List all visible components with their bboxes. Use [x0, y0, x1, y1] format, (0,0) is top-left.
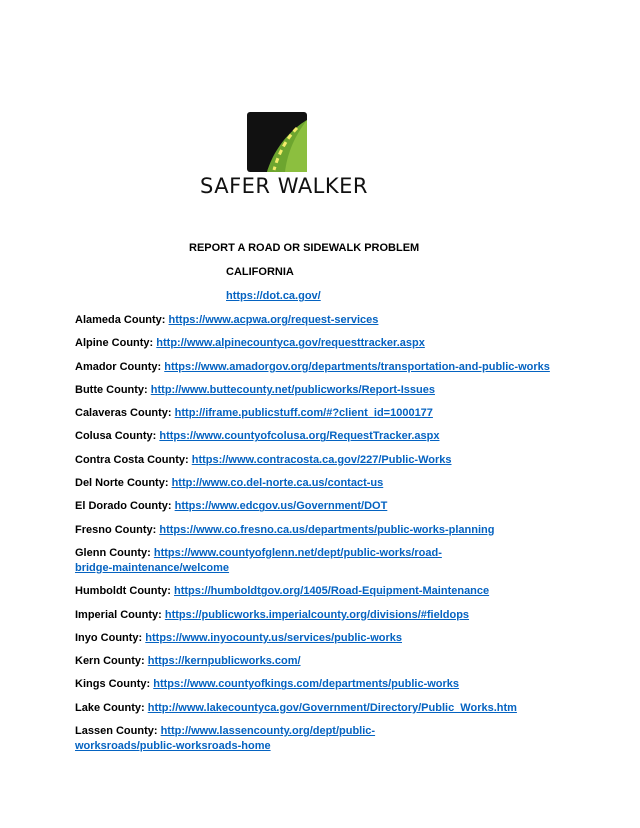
county-list	[75, 313, 575, 762]
county-entry	[75, 584, 575, 599]
county-link[interactable]: http://www.buttecounty.net/publicworks/Report-Issues	[150, 383, 435, 396]
county-link[interactable]: http://www.lakecountyca.gov/Government/Directory/Public_Works.htm	[147, 701, 517, 714]
safer-walker-logo	[200, 108, 369, 208]
county-entry	[75, 336, 575, 351]
county-link[interactable]: https://www.countyofkings.com/departments/public-works	[153, 678, 460, 691]
county-entry	[75, 499, 575, 514]
county-name: Imperial County:	[75, 608, 162, 621]
county-name: Alpine County:	[75, 337, 154, 350]
county-link[interactable]: http://iframe.publicstuff.com/#?client_id=1000177	[174, 407, 433, 420]
county-link[interactable]: https://www.countyofcolusa.org/RequestTracker.aspx	[159, 430, 440, 443]
county-entry	[75, 546, 475, 576]
county-link[interactable]: http://www.alpinecountyca.gov/requesttracker.aspx	[156, 337, 425, 350]
county-link[interactable]: https://www.contracosta.ca.gov/227/Public-Works	[191, 453, 452, 466]
county-entry	[75, 631, 575, 646]
county-link[interactable]: https://www.inyocounty.us/services/public-works	[145, 631, 402, 644]
county-entry	[75, 608, 575, 623]
page-title: REPORT A ROAD OR SIDEWALK PROBLEM	[189, 242, 420, 254]
county-entry	[75, 453, 575, 468]
county-name: Calaveras County:	[75, 407, 172, 420]
county-name: Butte County:	[75, 383, 148, 396]
county-entry	[75, 429, 575, 444]
county-name: Contra Costa County:	[75, 453, 189, 466]
county-name: Humboldt County:	[75, 585, 171, 598]
county-link[interactable]: https://www.co.fresno.ca.us/departments/public-works-planning	[159, 523, 495, 536]
county-name: Alameda County:	[75, 314, 166, 326]
county-link[interactable]: http://www.lassencounty.org/dept/public-worksroads/public-worksroads-home	[75, 725, 376, 753]
county-link[interactable]: https://humboldtgov.org/1405/Road-Equipment-Maintenance	[174, 585, 490, 598]
county-entry	[75, 360, 575, 375]
county-name: Lake County:	[75, 701, 145, 714]
county-entry	[75, 383, 575, 398]
county-link[interactable]: http://www.co.del-norte.ca.us/contact-us	[171, 477, 384, 490]
county-name: Kings County:	[75, 678, 151, 691]
county-name: Amador County:	[75, 360, 162, 373]
county-link[interactable]: https://www.acpwa.org/request-services	[168, 314, 379, 326]
county-name: Glenn County:	[75, 546, 151, 559]
county-link[interactable]: https://www.edcgov.us/Government/DOT	[174, 500, 388, 513]
state-heading: CALIFORNIA	[226, 266, 294, 278]
county-name: Lassen County:	[75, 725, 158, 738]
county-entry	[75, 654, 575, 669]
county-link[interactable]: https://kernpublicworks.com/	[147, 655, 301, 668]
county-name: Inyo County:	[75, 631, 143, 644]
county-name: El Dorado County:	[75, 500, 172, 513]
county-entry	[75, 406, 575, 421]
county-entry	[75, 313, 575, 328]
county-name: Kern County:	[75, 655, 145, 668]
county-name: Colusa County:	[75, 430, 157, 443]
county-entry	[75, 677, 575, 692]
county-entry	[75, 724, 475, 754]
county-entry	[75, 476, 575, 491]
state-dot-link[interactable]: https://dot.ca.gov/	[226, 290, 321, 302]
county-entry	[75, 701, 575, 716]
road-logo-icon	[247, 112, 307, 172]
county-name: Del Norte County:	[75, 477, 169, 490]
county-link[interactable]: https://www.countyofglenn.net/dept/public-works/road-bridge-maintenance/welcome	[75, 546, 442, 574]
logo-text: SAFER WALKER	[200, 174, 369, 198]
county-link[interactable]: https://www.amadorgov.org/departments/transportation-and-public-works	[164, 360, 550, 373]
county-entry	[75, 523, 575, 538]
county-name: Fresno County:	[75, 523, 157, 536]
county-link[interactable]: https://publicworks.imperialcounty.org/divisions/#fieldops	[164, 608, 470, 621]
